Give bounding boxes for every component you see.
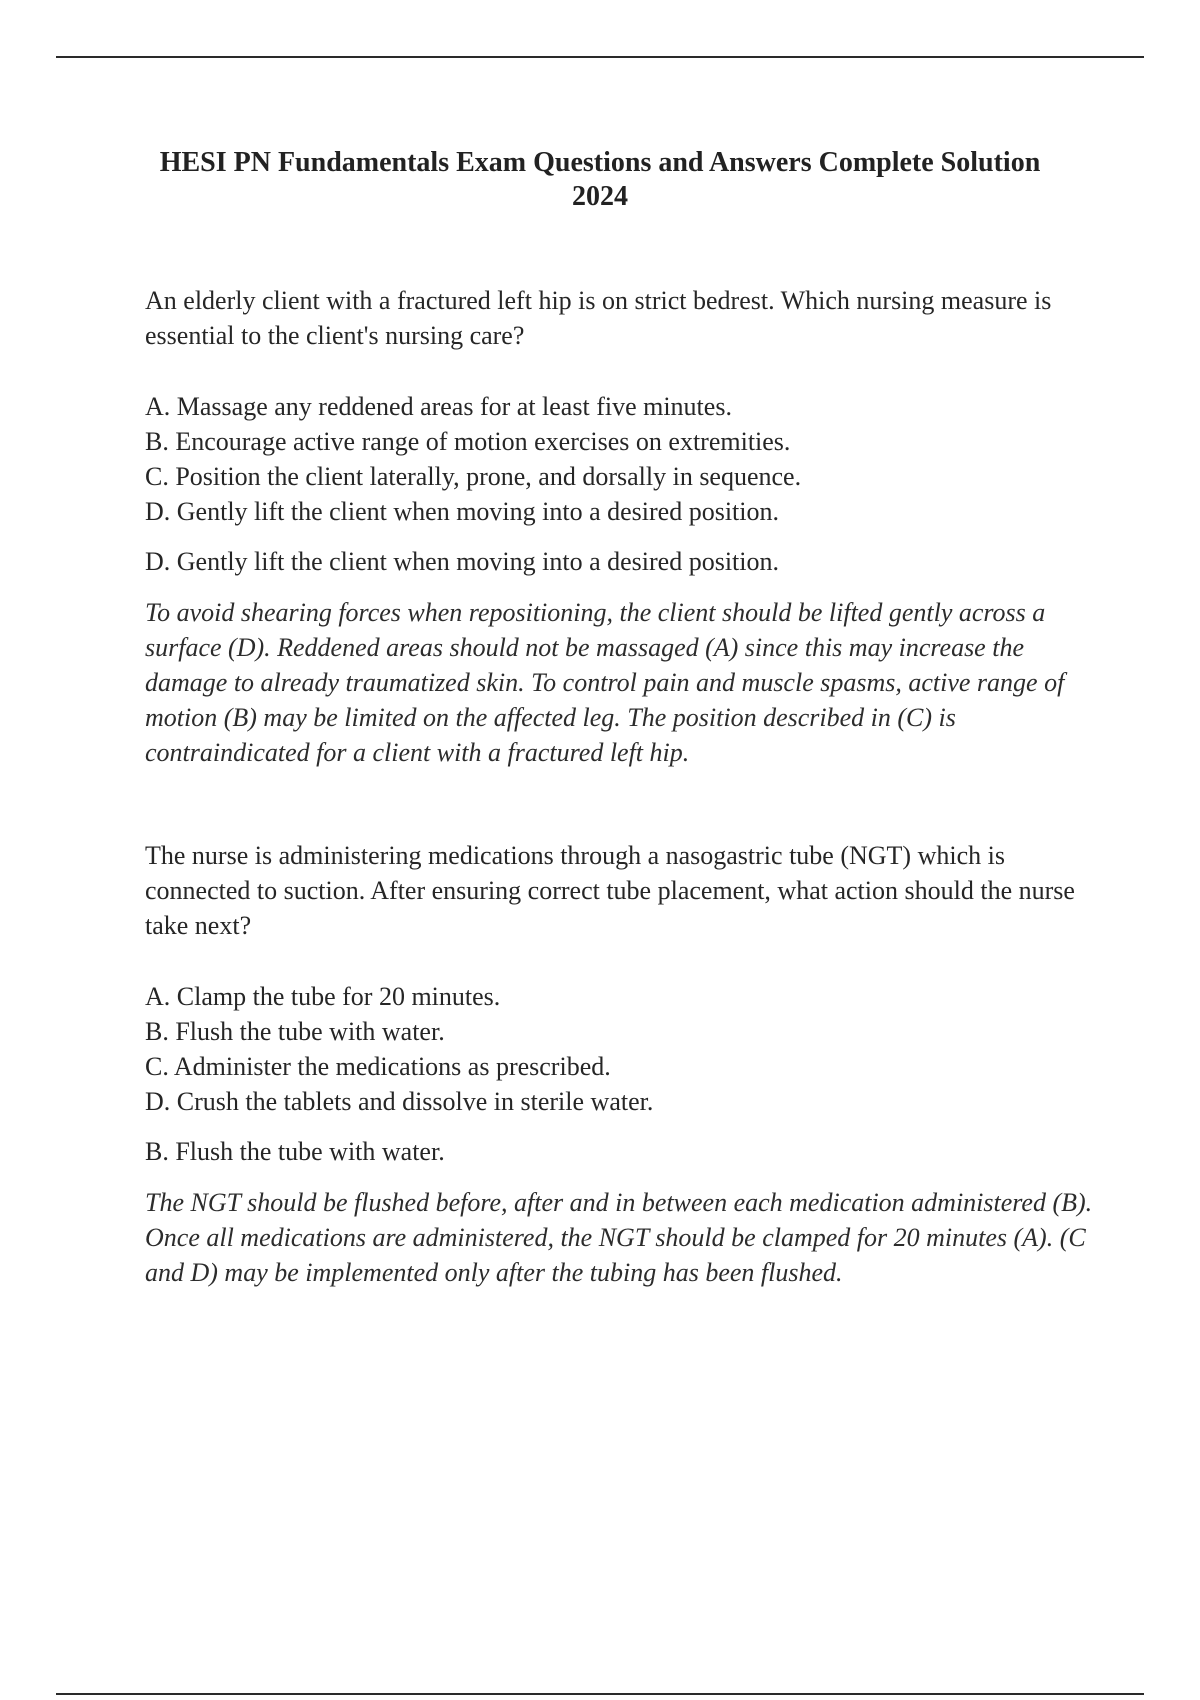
option-b: B. Encourage active range of motion exercises on extremities. <box>145 427 791 456</box>
option-b: B. Flush the tube with water. <box>145 1017 445 1046</box>
option-d: D. Gently lift the client when moving into a desired position. <box>145 497 780 526</box>
correct-answer: D. Gently lift the client when moving into a desired position. <box>145 547 780 576</box>
rationale-text: The NGT should be flushed before, after and in between each medication administered (B). Once all medications are administered, the NGT should be clamped for 20 minutes (A). (C and D) may be implemented only after the tubing has been flushed. <box>145 1188 1093 1287</box>
rationale-text: To avoid shearing forces when repositioning, the client should be lifted gently across a surface (D). Reddened areas should not be massaged (A) since this may increase the damage to already traumatized skin. To control pain and muscle spasms, active range of motion (B) may be limited on the affected leg. The position described in (C) is contraindicated for a client with a fractured left hip. <box>145 598 1065 767</box>
bottom-divider <box>56 1693 1144 1695</box>
document-title-line-2: 2024 <box>572 181 628 212</box>
option-c: C. Position the client laterally, prone, and dorsally in sequence. <box>145 462 802 491</box>
option-c: C. Administer the medications as prescribed. <box>145 1052 611 1081</box>
document-title <box>120 146 1080 214</box>
question-text: The nurse is administering medications through a nasogastric tube (NGT) which is connected to suction. After ensuring correct tube placement, what action should the nurse take next? <box>145 841 1075 940</box>
top-divider <box>56 56 1144 58</box>
option-d: D. Crush the tablets and dissolve in sterile water. <box>145 1087 654 1116</box>
answer-options <box>145 389 1105 529</box>
correct-answer: B. Flush the tube with water. <box>145 1137 445 1166</box>
question-text: An elderly client with a fractured left hip is on strict bedrest. Which nursing measure is essential to the client's nursing care? <box>145 286 1052 350</box>
option-a: A. Massage any reddened areas for at least five minutes. <box>145 392 732 421</box>
document-title-line-1: HESI PN Fundamentals Exam Questions and Answers Complete Solution <box>159 147 1041 178</box>
answer-options <box>145 979 1105 1119</box>
option-a: A. Clamp the tube for 20 minutes. <box>145 982 501 1011</box>
question-block-1 <box>145 283 1105 770</box>
question-block-2 <box>145 838 1105 1290</box>
